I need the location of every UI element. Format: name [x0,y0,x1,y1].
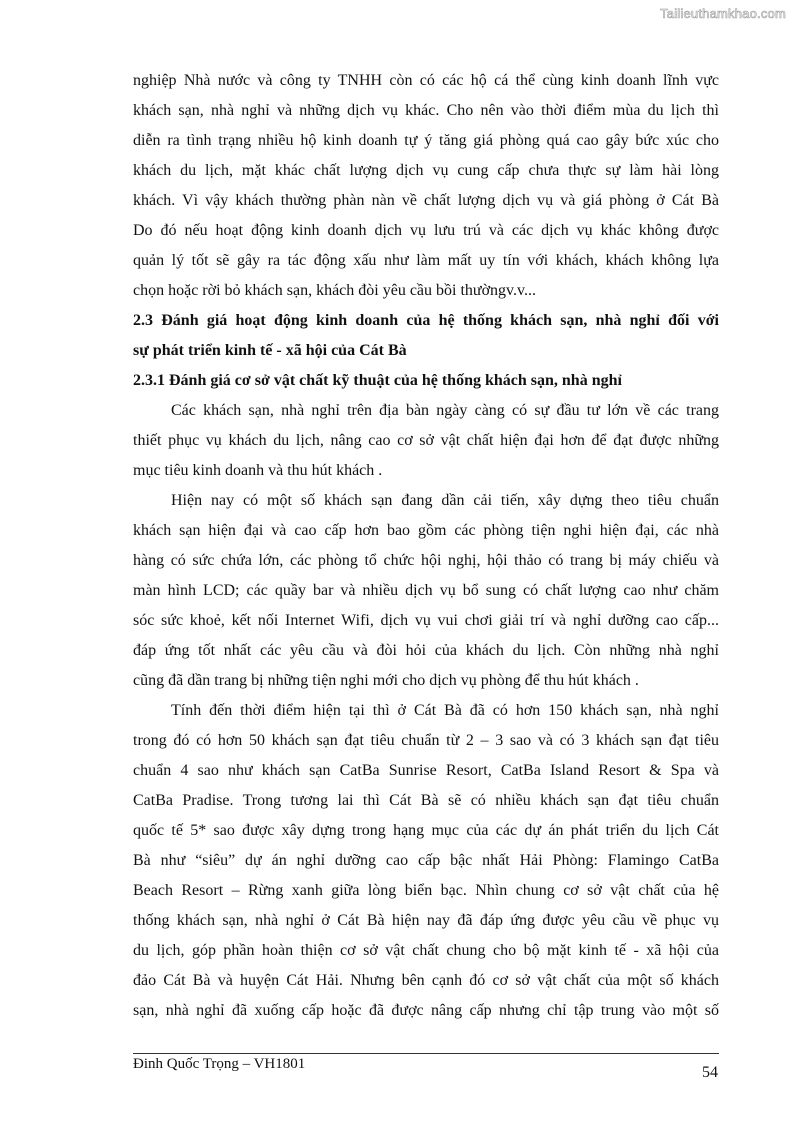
text-line: Tính đến thời điểm hiện tại thì ở Cát Bà đã có hơn 150 khách sạn, nhà nghỉ [171,702,719,719]
text-line: thiết phục vụ khách du lịch, nâng cao cơ sở vật chất hiện đại hơn để đạt được những [133,432,719,449]
text-line: sự phát triển kinh tế - xã hội của Cát Bà [133,342,407,359]
text-line: 2.3.1 Đánh giá cơ sở vật chất kỹ thuật của hệ thống khách sạn, nhà nghỉ [133,372,622,389]
text-line: Hiện nay có một số khách sạn đang dần cải tiến, xây dựng theo tiêu chuẩn [171,492,719,509]
text-line: đáp ứng tốt nhất các yêu cầu và đòi hỏi của khách du lịch. Còn những nhà nghỉ [133,642,719,659]
footer-divider [133,1053,719,1054]
text-line: Do đó nếu hoạt động kinh doanh dịch vụ lưu trú và các dịch vụ khác không được [133,222,719,239]
text-line: chuẩn 4 sao như khách sạn CatBa Sunrise Resort, CatBa Island Resort & Spa và [133,762,719,779]
text-line: khách sạn hiện đại và cao cấp hơn bao gồm các phòng tiện nghi hiện đại, các nhà [133,522,719,539]
footer-author: Đinh Quốc Trọng – VH1801 [133,1056,306,1072]
text-line: chọn hoặc rời bỏ khách sạn, khách đòi yêu cầu bồi thườngv.v... [133,282,536,299]
text-line: sóc sức khoẻ, kết nối Internet Wifi, dịch vụ vui chơi giải trí và nghỉ dưỡng cao cấp... [133,612,719,629]
text-line: thống khách sạn, nhà nghỉ ở Cát Bà hiện nay đã đáp ứng được yêu cầu về phục vụ [133,912,719,929]
text-line: hàng có sức chứa lớn, các phòng tổ chức hội nghị, hội thảo có trang bị máy chiếu và [133,552,719,569]
text-line: 2.3 Đánh giá hoạt động kinh doanh của hệ thống khách sạn, nhà nghỉ đối với [133,312,719,329]
text-line: du lịch, góp phần hoàn thiện cơ sở vật chất chung cho bộ mặt kinh tế - xã hội của [133,942,719,959]
text-line: trong đó có hơn 50 khách sạn đạt tiêu chuẩn từ 2 – 3 sao và có 3 khách sạn đạt tiêu [133,732,719,749]
watermark: Tailieuthamkhao.com [660,6,786,21]
page-number: 54 [702,1064,718,1081]
page-body [133,66,719,1026]
text-line: quản lý tốt sẽ gây ra tác động xấu như làm mất uy tín với khách, khách không lựa [133,252,719,269]
text-line: khách du lịch, mặt khác chất lượng dịch vụ cung cấp chưa thực sự làm hài lòng [133,162,719,179]
text-line: Beach Resort – Rừng xanh giữa lòng biển bạc. Nhìn chung cơ sở vật chất của hệ [133,882,719,899]
text-line: khách sạn, nhà nghỉ và những dịch vụ khác. Cho nên vào thời điểm mùa du lịch thì [133,102,719,119]
text-line: diễn ra tình trạng nhiều hộ kinh doanh tự ý tăng giá phòng quá cao gây bức xúc cho [133,132,719,149]
text-line: màn hình LCD; các quầy bar và nhiều dịch vụ bổ sung có chất lượng cao như chăm [133,582,719,599]
text-line: mục tiêu kinh doanh và thu hút khách . [133,462,383,479]
text-line: đảo Cát Bà và huyện Cát Hải. Nhưng bên cạnh đó cơ sở vật chất của một số khách [133,972,719,989]
text-line: cũng đã dần trang bị những tiện nghi mới cho dịch vụ phòng để thu hút khách . [133,672,639,689]
text-line: sạn, nhà nghỉ đã xuống cấp hoặc đã được nâng cấp nhưng chỉ tập trung vào một số [133,1002,719,1019]
text-line: nghiệp Nhà nước và công ty TNHH còn có các hộ cá thể cùng kinh doanh lĩnh vực [133,72,719,89]
text-line: quốc tế 5* sao được xây dựng trong hạng mục của các dự án phát triển du lịch Cát [133,822,719,839]
text-line: Bà như “siêu” dự án nghỉ dưỡng cao cấp bậc nhất Hải Phòng: Flamingo CatBa [133,852,719,869]
text-line: khách. Vì vậy khách thường phàn nàn về chất lượng dịch vụ và giá phòng ở Cát Bà [133,192,719,209]
text-line: CatBa Pradise. Trong tương lai thì Cát Bà sẽ có nhiều khách sạn đạt tiêu chuẩn [133,792,719,809]
text-line: Các khách sạn, nhà nghỉ trên địa bàn ngày càng có sự đầu tư lớn về các trang [171,402,719,419]
